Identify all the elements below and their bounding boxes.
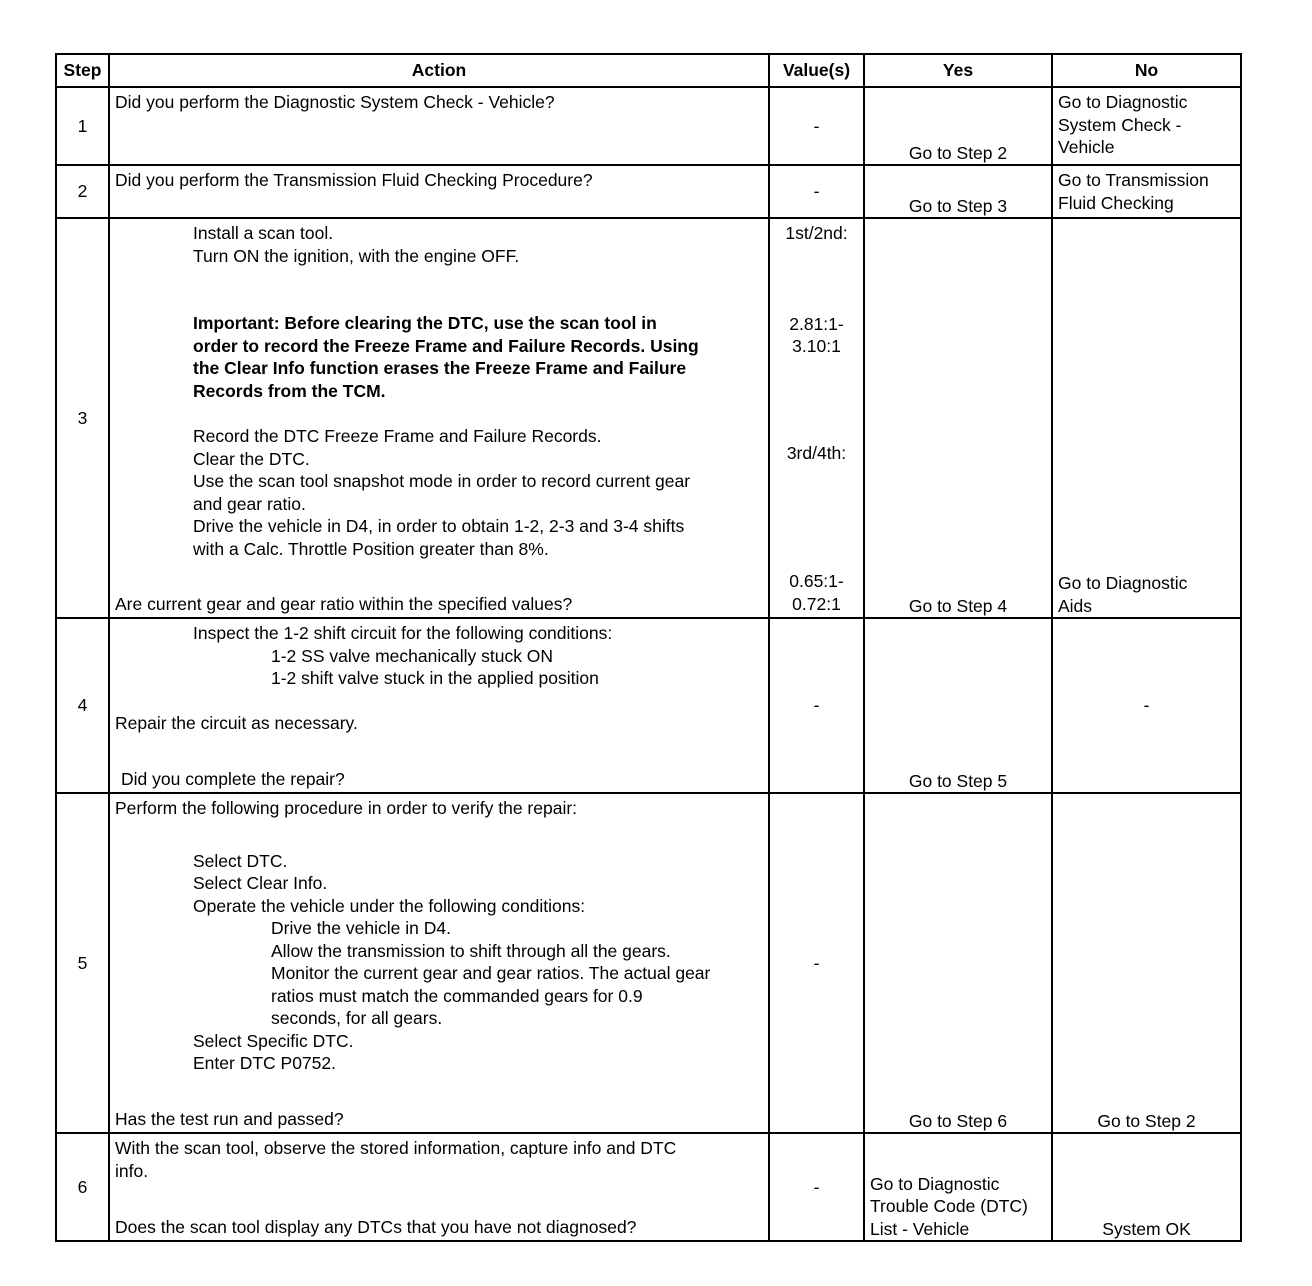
header-yes: Yes [864,54,1052,87]
no-cell [1052,218,1241,618]
table-row [56,218,1241,618]
action-line: Operate the vehicle under the following conditions: [193,895,586,916]
no-cell [1052,87,1241,165]
diagnostic-table-grid [55,53,1242,1242]
action-line: Allow the transmission to shift through all the gears. [271,940,671,961]
step-number: 4 [56,618,109,793]
no-cell: Go to Step 2 [1052,793,1241,1133]
action-line: ratios must match the commanded gears for 0.9 [271,985,643,1006]
action-line: Select Specific DTC. [193,1030,354,1051]
table-row [56,87,1241,165]
no-line: Go to Diagnostic [1058,573,1188,593]
yes-line: Trouble Code (DTC) [870,1196,1028,1216]
value-range-block [770,570,863,615]
value-range: 2.81:1- [789,313,844,334]
yes-cell: Go to Step 4 [864,218,1052,618]
table-row [56,618,1241,793]
action-cell [109,793,769,1133]
header-no: No [1052,54,1241,87]
action-line: Install a scan tool. [193,223,334,243]
values-cell: - [769,165,864,218]
yes-cell: Go to Step 2 [864,87,1052,165]
action-line: Drive the vehicle in D4, in order to obtain 1-2, 2-3 and 3-4 shifts [193,516,685,536]
action-text: Did you perform the Transmission Fluid Checking Procedure? [115,170,593,190]
yes-line: Go to Diagnostic [870,1173,1000,1194]
values-cell: - [769,618,864,793]
step-number: 6 [56,1133,109,1241]
no-line: Go to Transmission [1058,170,1209,190]
action-line: with a Calc. Throttle Position greater than 8%. [193,538,549,559]
action-line: With the scan tool, observe the stored information, capture info and DTC [115,1138,677,1158]
values-cell: - [769,87,864,165]
action-question: Are current gear and gear ratio within the specified values? [115,593,573,614]
values-cell: - [769,793,864,1133]
header-row [56,54,1241,87]
values-cell [769,218,864,618]
action-text: Did you perform the Diagnostic System Check - Vehicle? [115,92,555,112]
table-row [56,165,1241,218]
action-line: Perform the following procedure in order to verify the repair: [115,798,578,818]
no-cell [1052,165,1241,218]
no-cell: System OK [1052,1133,1241,1241]
action-line: 1-2 shift valve stuck in the applied position [271,668,599,688]
action-line: Monitor the current gear and gear ratios. The actual gear [271,963,711,983]
table-row [56,1133,1241,1241]
action-cell [109,165,769,218]
values-cell: - [769,1133,864,1241]
diagnostic-table [55,53,1240,1242]
no-line: Vehicle [1058,137,1115,157]
no-line: Go to Diagnostic [1058,92,1188,112]
action-line: Enter DTC P0752. [193,1053,336,1073]
action-line: Select DTC. [193,850,288,871]
action-cell [109,618,769,793]
value-range: 0.72:1 [792,593,841,614]
action-line: Clear the DTC. [193,448,310,469]
header-action: Action [109,54,769,87]
important-note: the Clear Info function erases the Freeze Frame and Failure [193,358,687,378]
action-cell [109,87,769,165]
value-range: 3.10:1 [792,336,841,356]
step-number: 5 [56,793,109,1133]
important-note: Important: Before clearing the DTC, use the scan tool in [193,313,657,333]
action-line: Drive the vehicle in D4. [271,918,451,938]
action-question: Does the scan tool display any DTCs that you have not diagnosed? [115,1216,637,1237]
yes-cell: Go to Step 5 [864,618,1052,793]
yes-line: List - Vehicle [870,1218,970,1239]
no-line: System Check - [1058,114,1182,135]
important-note: order to record the Freeze Frame and Failure Records. Using [193,335,699,356]
step-number: 2 [56,165,109,218]
yes-cell: Go to Step 6 [864,793,1052,1133]
action-question: Has the test run and passed? [115,1108,344,1129]
action-line: Record the DTC Freeze Frame and Failure Records. [193,426,602,446]
value-label: 1st/2nd: [785,223,848,243]
no-cell: - [1052,618,1241,793]
yes-cell: Go to Step 3 [864,165,1052,218]
action-question: Did you complete the repair? [121,768,345,789]
value-label: 3rd/4th: [786,442,847,463]
action-line: Turn ON the ignition, with the engine OFF. [193,245,520,266]
step-number: 1 [56,87,109,165]
yes-cell [864,1133,1052,1241]
no-line: Fluid Checking [1058,192,1174,213]
step-number: 3 [56,218,109,618]
action-cell [109,1133,769,1241]
action-line: seconds, for all gears. [271,1008,443,1028]
action-line: Repair the circuit as necessary. [115,712,358,733]
no-line: Aids [1058,595,1093,616]
action-line: Use the scan tool snapshot mode in order to record current gear [193,471,691,491]
value-range: 0.65:1- [789,571,844,591]
action-line: info. [115,1160,149,1181]
action-line: and gear ratio. [193,493,306,514]
important-note: Records from the TCM. [193,380,386,401]
action-cell [109,218,769,618]
action-line: Select Clear Info. [193,873,328,893]
action-line: 1-2 SS valve mechanically stuck ON [271,645,554,666]
table-row [56,793,1241,1133]
header-step: Step [56,54,109,87]
action-line: Inspect the 1-2 shift circuit for the following conditions: [193,623,613,643]
header-values: Value(s) [769,54,864,87]
